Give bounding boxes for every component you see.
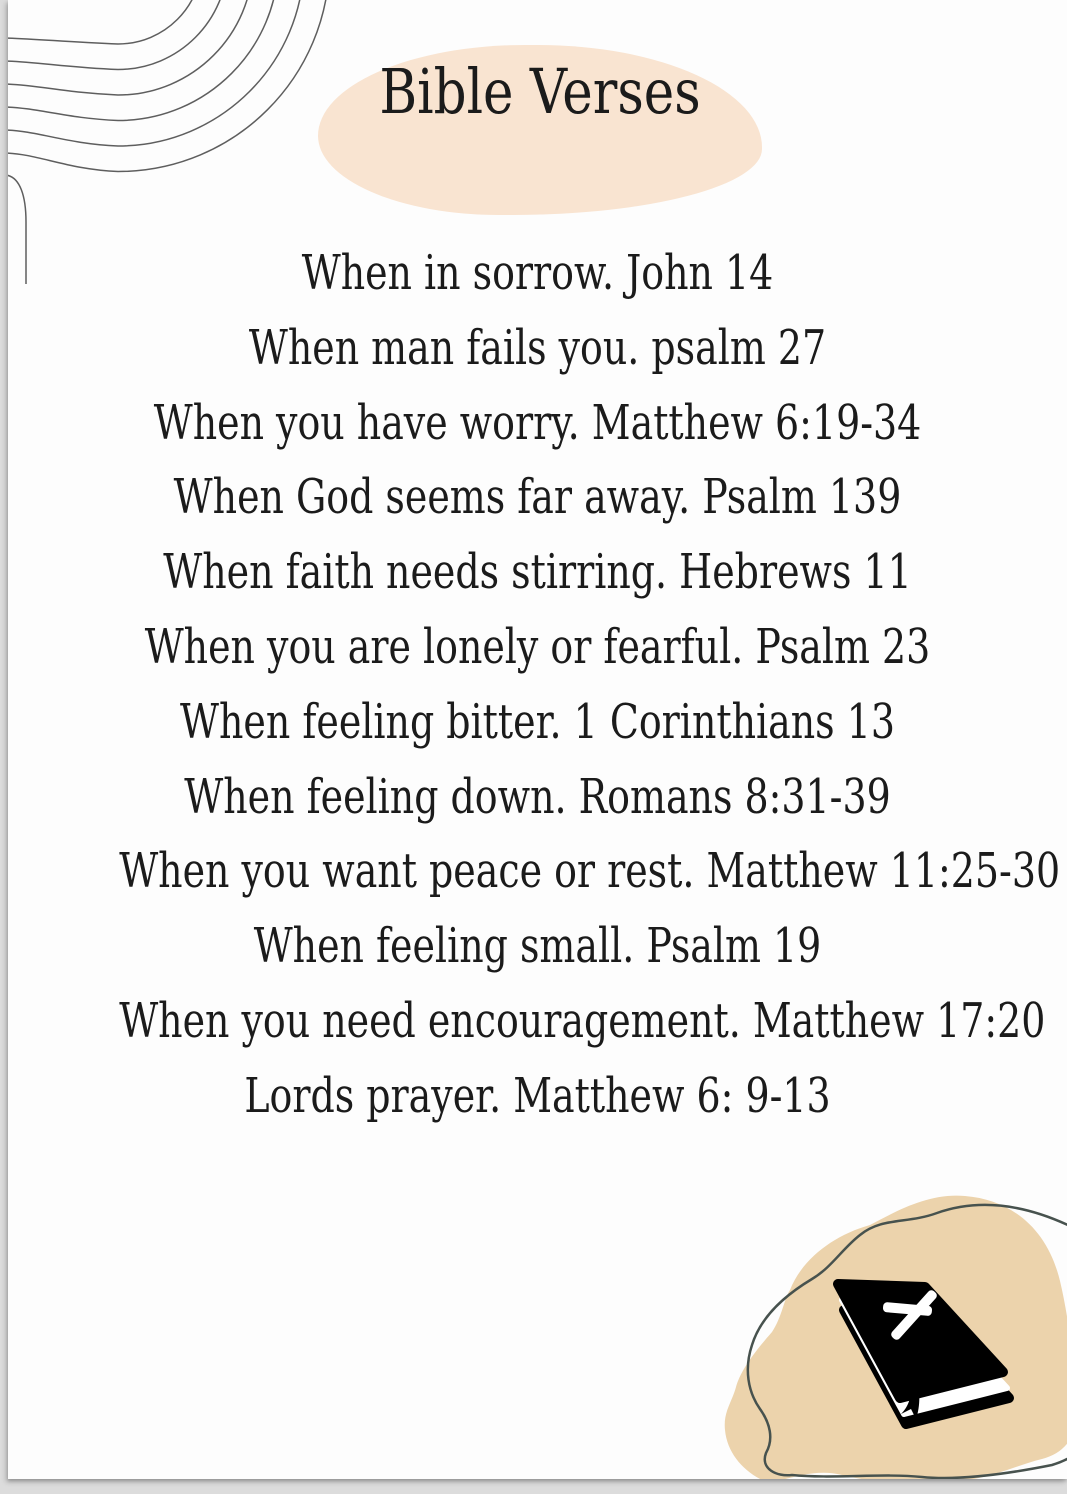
verse-line: When feeling down. Romans 8:31-39 — [184, 768, 891, 825]
curved-line — [8, 0, 304, 146]
verse-line: When you are lonely or fearful. Psalm 23 — [144, 618, 931, 675]
curved-line — [8, 0, 202, 44]
page — [8, 0, 1067, 1479]
page-title: Bible Verses — [379, 55, 701, 128]
verse-line: When faith needs stirring. Hebrews 11 — [163, 544, 912, 601]
verse-line: When feeling small. Psalm 19 — [253, 918, 822, 975]
curved-line — [8, 0, 228, 70]
verse-line: When in sorrow. John 14 — [301, 245, 774, 301]
verse-line: When feeling bitter. 1 Corinthians 13 — [180, 693, 895, 750]
verse-line: When man fails you. psalm 27 — [248, 319, 827, 376]
verse-line: Lords prayer. Matthew 6: 9-13 — [244, 1067, 831, 1124]
verse-line: When you have worry. Matthew 6:19-34 — [153, 394, 922, 451]
verse-line: When God seems far away. Psalm 139 — [173, 469, 902, 526]
bottom-decoration — [722, 1187, 1067, 1479]
title-blob — [318, 45, 762, 215]
curved-line — [8, 0, 253, 95]
verse-list — [8, 236, 1067, 1134]
verse-line: When you want peace or rest. Matthew 11:25-30 — [119, 843, 1061, 900]
verse-line: When you need encouragement. Matthew 17:20 — [119, 992, 1046, 1049]
